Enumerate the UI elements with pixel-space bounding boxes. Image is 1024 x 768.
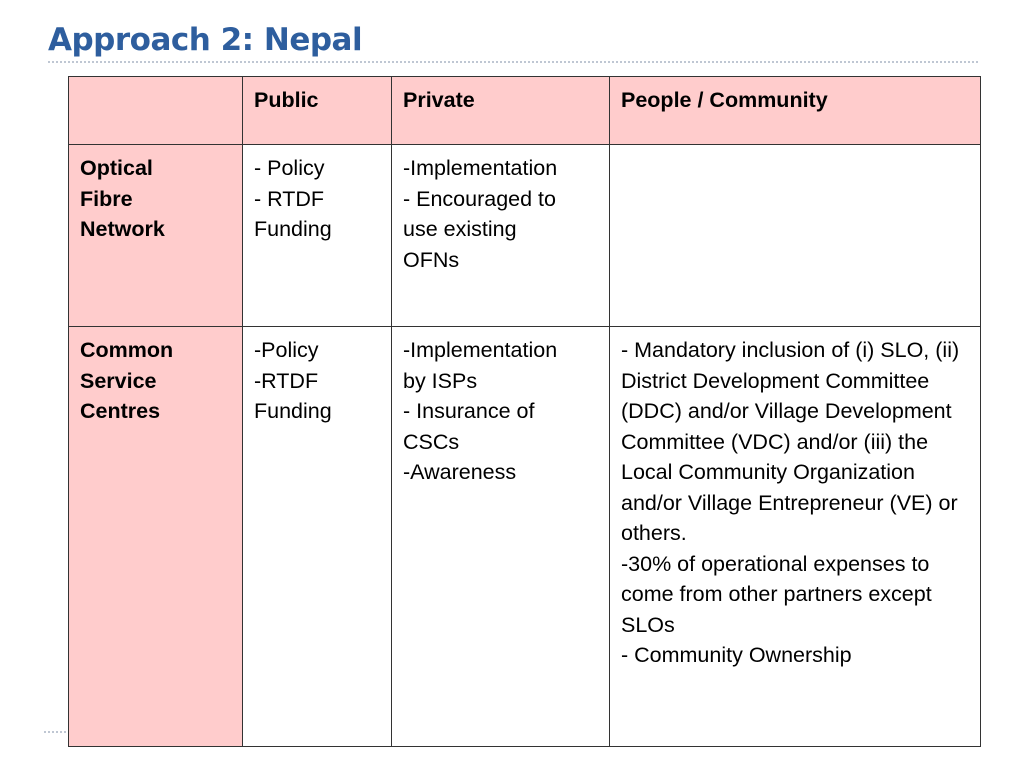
- table-row: [69, 145, 981, 327]
- row-label-line: Network: [80, 217, 165, 241]
- row-label-line: Common: [80, 338, 174, 362]
- cell-line: - Policy: [254, 156, 325, 180]
- title-divider: [48, 61, 978, 63]
- header-cell-corner: [69, 77, 243, 145]
- community-paragraph: - Mandatory inclusion of (i) SLO, (ii) District Development Committee (DDC) and/or Village Development Committee (VDC) and/or (iii) the Local Community Organization and/or Village Entrepreneur (VE) or others.: [621, 338, 960, 545]
- cell-line: by ISPs: [403, 368, 478, 393]
- cell-line: -Policy: [254, 338, 319, 362]
- private-cell: [392, 327, 610, 747]
- header-cell-private: Private: [392, 77, 610, 145]
- cell-line: - Insurance of: [403, 399, 535, 423]
- cell-line: Funding: [254, 217, 332, 241]
- cell-line: Funding: [254, 399, 332, 423]
- public-cell: [243, 327, 392, 747]
- row-label-line: Service: [80, 368, 157, 393]
- header-cell-public: Public: [243, 77, 392, 145]
- cell-line: -Awareness: [403, 460, 517, 484]
- private-cell: [392, 145, 610, 327]
- cell-line: -Implementation: [403, 338, 558, 362]
- cell-line: -Implementation: [403, 156, 558, 180]
- community-cell: [610, 327, 981, 747]
- footer-divider: [44, 731, 70, 733]
- cell-line: CSCs: [403, 429, 460, 454]
- cell-line: -RTDF: [254, 368, 319, 393]
- approach-table: [68, 76, 981, 747]
- header-cell-community: People / Community: [610, 77, 981, 145]
- cell-line: OFNs: [403, 247, 460, 272]
- community-paragraph: -30% of operational expenses to come from other partners except SLOs: [621, 551, 932, 637]
- public-cell: [243, 145, 392, 327]
- community-paragraph: - Community Ownership: [621, 643, 852, 667]
- row-label-line: Optical: [80, 156, 153, 180]
- table-header-row: [69, 77, 981, 145]
- community-cell: [610, 145, 981, 327]
- cell-line: use existing: [403, 217, 517, 241]
- slide-title: Approach 2: Nepal: [48, 22, 363, 58]
- row-label-cell: [69, 145, 243, 327]
- row-label-line: Centres: [80, 399, 161, 423]
- table-row: [69, 327, 981, 747]
- row-label-line: Fibre: [80, 186, 133, 211]
- row-label-cell: [69, 327, 243, 747]
- cell-line: - RTDF: [254, 186, 325, 211]
- cell-line: - Encouraged to: [403, 186, 556, 211]
